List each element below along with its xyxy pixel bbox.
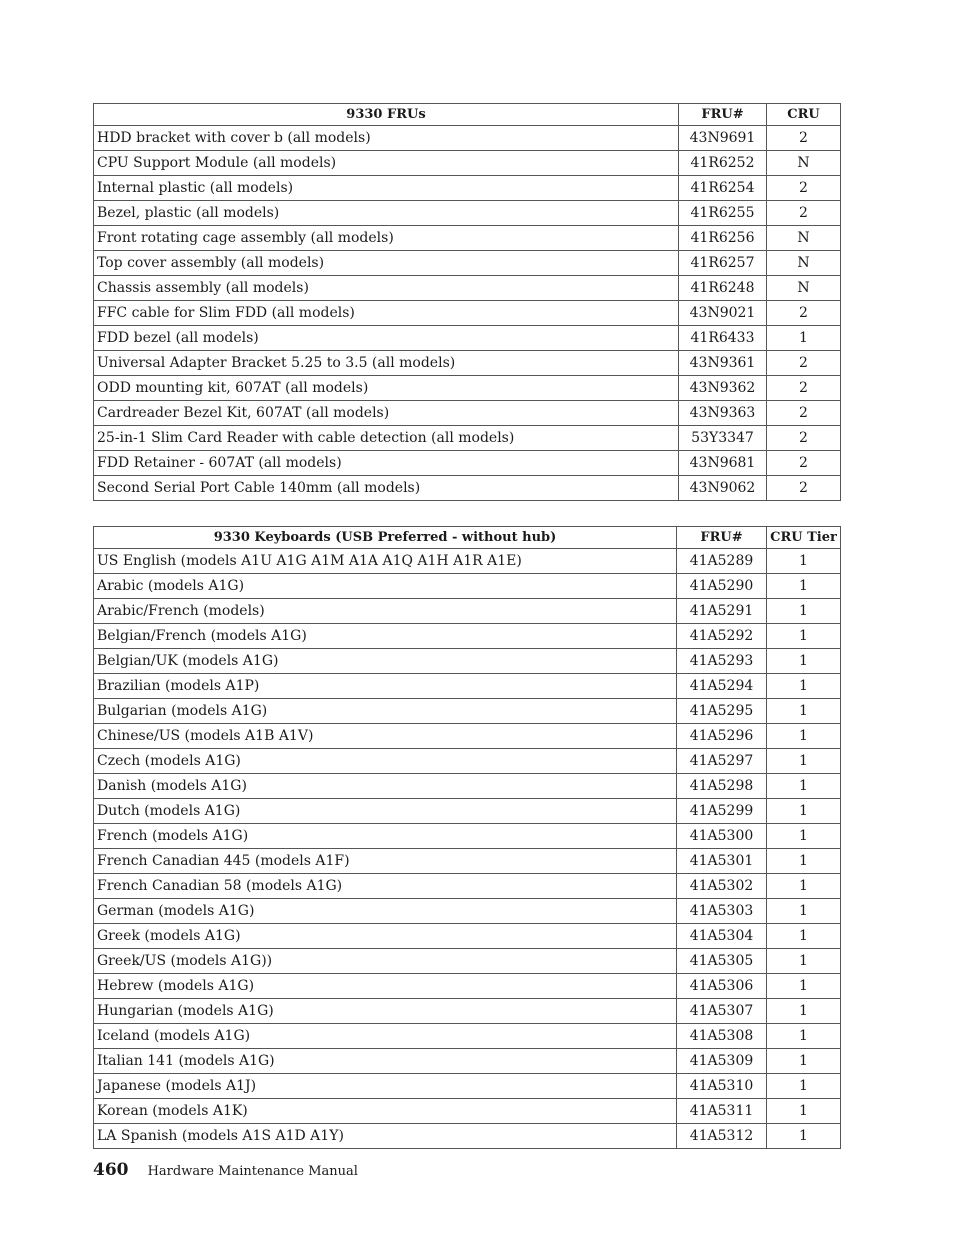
column-header-fru: FRU#: [679, 104, 767, 126]
cell-fru-number: 41R6254: [679, 176, 767, 201]
cell-fru-number: 41A5308: [677, 1024, 767, 1049]
cell-description: Iceland (models A1G): [94, 1024, 677, 1049]
cell-fru-number: 43N9021: [679, 301, 767, 326]
cell-description: FDD bezel (all models): [94, 326, 679, 351]
cell-description: Belgian/UK (models A1G): [94, 649, 677, 674]
cell-cru: 1: [767, 849, 841, 874]
table-row: [94, 426, 841, 451]
cell-fru-number: 41A5301: [677, 849, 767, 874]
table-row: [94, 674, 841, 699]
cell-fru-number: 41A5310: [677, 1074, 767, 1099]
cell-cru: 1: [767, 724, 841, 749]
cell-cru: 2: [767, 351, 841, 376]
cell-fru-number: 41A5298: [677, 774, 767, 799]
table-row: [94, 451, 841, 476]
fru-table: [93, 103, 841, 501]
table-row: [94, 774, 841, 799]
cell-fru-number: 41A5297: [677, 749, 767, 774]
cell-description: US English (models A1U A1G A1M A1A A1Q A1H A1R A1E): [94, 549, 677, 574]
cell-description: Brazilian (models A1P): [94, 674, 677, 699]
table-row: [94, 201, 841, 226]
table-row: [94, 126, 841, 151]
table-row: [94, 1049, 841, 1074]
cell-cru: 1: [767, 799, 841, 824]
table-row: [94, 351, 841, 376]
cell-cru: N: [767, 276, 841, 301]
keyboard-table: [93, 526, 841, 1149]
table-row: [94, 1024, 841, 1049]
cell-cru: N: [767, 226, 841, 251]
cell-fru-number: 41R6256: [679, 226, 767, 251]
cell-fru-number: 43N9681: [679, 451, 767, 476]
cell-description: French (models A1G): [94, 824, 677, 849]
cell-cru: 2: [767, 376, 841, 401]
cell-description: Front rotating cage assembly (all models): [94, 226, 679, 251]
cell-fru-number: 43N9691: [679, 126, 767, 151]
column-header-cru-tier: CRU Tier: [767, 527, 841, 549]
table-row: [94, 574, 841, 599]
cell-fru-number: 41R6248: [679, 276, 767, 301]
table-row: [94, 699, 841, 724]
cell-description: Bezel, plastic (all models): [94, 201, 679, 226]
cell-description: Internal plastic (all models): [94, 176, 679, 201]
cell-fru-number: 41A5290: [677, 574, 767, 599]
cell-description: Top cover assembly (all models): [94, 251, 679, 276]
cell-description: LA Spanish (models A1S A1D A1Y): [94, 1124, 677, 1149]
cell-cru: 2: [767, 126, 841, 151]
cell-cru: 1: [767, 649, 841, 674]
cell-description: Danish (models A1G): [94, 774, 677, 799]
cell-cru: 1: [767, 574, 841, 599]
cell-description: Chassis assembly (all models): [94, 276, 679, 301]
table-row: [94, 1099, 841, 1124]
cell-cru: 1: [767, 674, 841, 699]
cell-cru: 1: [767, 899, 841, 924]
cell-description: ODD mounting kit, 607AT (all models): [94, 376, 679, 401]
table-row: [94, 276, 841, 301]
table-row: [94, 376, 841, 401]
table-row: [94, 649, 841, 674]
table-header-row: [94, 104, 841, 126]
cell-description: FFC cable for Slim FDD (all models): [94, 301, 679, 326]
cell-cru: 1: [767, 749, 841, 774]
table-row: [94, 874, 841, 899]
cell-description: HDD bracket with cover b (all models): [94, 126, 679, 151]
cell-description: Bulgarian (models A1G): [94, 699, 677, 724]
cell-cru: 1: [767, 599, 841, 624]
table-row: [94, 401, 841, 426]
cell-description: Chinese/US (models A1B A1V): [94, 724, 677, 749]
cell-description: FDD Retainer - 607AT (all models): [94, 451, 679, 476]
cell-description: Greek/US (models A1G)): [94, 949, 677, 974]
column-header-description: 9330 FRUs: [94, 104, 679, 126]
table-row: [94, 749, 841, 774]
cell-fru-number: 41A5296: [677, 724, 767, 749]
cell-fru-number: 41A5305: [677, 949, 767, 974]
cell-fru-number: 41R6255: [679, 201, 767, 226]
cell-cru: 1: [767, 1024, 841, 1049]
cell-cru: N: [767, 151, 841, 176]
cell-cru: 1: [767, 999, 841, 1024]
table-row: [94, 799, 841, 824]
cell-cru: 2: [767, 451, 841, 476]
cell-fru-number: 41A5292: [677, 624, 767, 649]
cell-description: Universal Adapter Bracket 5.25 to 3.5 (all models): [94, 351, 679, 376]
cell-description: Hebrew (models A1G): [94, 974, 677, 999]
cell-cru: 1: [767, 924, 841, 949]
cell-description: German (models A1G): [94, 899, 677, 924]
cell-cru: 2: [767, 201, 841, 226]
table-row: [94, 476, 841, 501]
cell-cru: 1: [767, 326, 841, 351]
cell-description: Arabic (models A1G): [94, 574, 677, 599]
table-row: [94, 974, 841, 999]
fru-table-body: [94, 126, 841, 501]
cell-fru-number: 41A5302: [677, 874, 767, 899]
footer-title: Hardware Maintenance Manual: [147, 1164, 358, 1179]
cell-fru-number: 41A5311: [677, 1099, 767, 1124]
cell-description: Hungarian (models A1G): [94, 999, 677, 1024]
cell-cru: 2: [767, 301, 841, 326]
cell-cru: 1: [767, 949, 841, 974]
table-row: [94, 999, 841, 1024]
column-header-fru: FRU#: [677, 527, 767, 549]
column-header-cru: CRU: [767, 104, 841, 126]
cell-fru-number: 41A5309: [677, 1049, 767, 1074]
cell-fru-number: 41A5306: [677, 974, 767, 999]
cell-cru: 2: [767, 176, 841, 201]
cell-cru: 1: [767, 624, 841, 649]
cell-cru: 2: [767, 476, 841, 501]
cell-description: Japanese (models A1J): [94, 1074, 677, 1099]
cell-cru: 1: [767, 549, 841, 574]
cell-fru-number: 41R6257: [679, 251, 767, 276]
cell-description: French Canadian 58 (models A1G): [94, 874, 677, 899]
cell-fru-number: 41A5304: [677, 924, 767, 949]
cell-fru-number: 43N9362: [679, 376, 767, 401]
column-header-description: 9330 Keyboards (USB Preferred - without hub): [94, 527, 677, 549]
table-row: [94, 949, 841, 974]
table-row: [94, 151, 841, 176]
table-row: [94, 624, 841, 649]
table-row: [94, 176, 841, 201]
cell-fru-number: 41A5293: [677, 649, 767, 674]
cell-description: Cardreader Bezel Kit, 607AT (all models): [94, 401, 679, 426]
cell-fru-number: 41A5289: [677, 549, 767, 574]
cell-fru-number: 53Y3347: [679, 426, 767, 451]
cell-cru: 1: [767, 824, 841, 849]
table-row: [94, 251, 841, 276]
cell-cru: N: [767, 251, 841, 276]
cell-fru-number: 41A5303: [677, 899, 767, 924]
cell-description: Italian 141 (models A1G): [94, 1049, 677, 1074]
cell-fru-number: 41R6252: [679, 151, 767, 176]
cell-fru-number: 43N9363: [679, 401, 767, 426]
page-footer: [93, 1160, 693, 1180]
cell-description: 25-in-1 Slim Card Reader with cable detection (all models): [94, 426, 679, 451]
cell-description: French Canadian 445 (models A1F): [94, 849, 677, 874]
cell-cru: 1: [767, 1099, 841, 1124]
table-row: [94, 326, 841, 351]
cell-cru: 2: [767, 426, 841, 451]
cell-fru-number: 41A5312: [677, 1124, 767, 1149]
table-row: [94, 599, 841, 624]
cell-description: Belgian/French (models A1G): [94, 624, 677, 649]
table-row: [94, 301, 841, 326]
page-number: 460: [93, 1160, 129, 1180]
cell-cru: 1: [767, 1049, 841, 1074]
cell-fru-number: 43N9361: [679, 351, 767, 376]
keyboard-table-body: [94, 549, 841, 1149]
cell-cru: 1: [767, 774, 841, 799]
table-row: [94, 549, 841, 574]
table-row: [94, 1124, 841, 1149]
cell-cru: 2: [767, 401, 841, 426]
table-row: [94, 824, 841, 849]
cell-cru: 1: [767, 1074, 841, 1099]
table-row: [94, 1074, 841, 1099]
table-row: [94, 849, 841, 874]
table-row: [94, 899, 841, 924]
cell-fru-number: 41A5294: [677, 674, 767, 699]
cell-cru: 1: [767, 1124, 841, 1149]
cell-cru: 1: [767, 699, 841, 724]
cell-description: Czech (models A1G): [94, 749, 677, 774]
cell-description: CPU Support Module (all models): [94, 151, 679, 176]
cell-cru: 1: [767, 874, 841, 899]
cell-description: Korean (models A1K): [94, 1099, 677, 1124]
cell-fru-number: 41A5307: [677, 999, 767, 1024]
cell-fru-number: 41A5295: [677, 699, 767, 724]
table-row: [94, 924, 841, 949]
table-row: [94, 226, 841, 251]
cell-fru-number: 41A5291: [677, 599, 767, 624]
table-header-row: [94, 527, 841, 549]
cell-fru-number: 41R6433: [679, 326, 767, 351]
cell-description: Greek (models A1G): [94, 924, 677, 949]
cell-description: Second Serial Port Cable 140mm (all models): [94, 476, 679, 501]
cell-fru-number: 41A5299: [677, 799, 767, 824]
cell-fru-number: 43N9062: [679, 476, 767, 501]
cell-cru: 1: [767, 974, 841, 999]
table-row: [94, 724, 841, 749]
cell-description: Arabic/French (models): [94, 599, 677, 624]
cell-fru-number: 41A5300: [677, 824, 767, 849]
cell-description: Dutch (models A1G): [94, 799, 677, 824]
